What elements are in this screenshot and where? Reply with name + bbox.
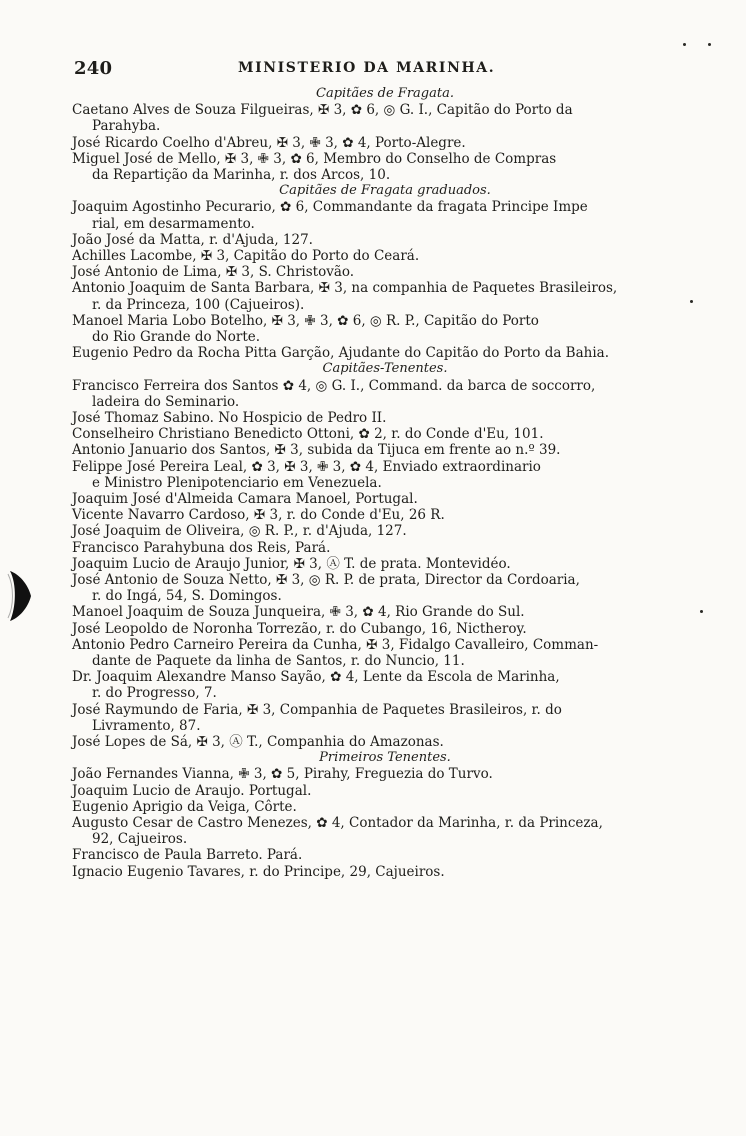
listing-entry: [72, 702, 698, 734]
listing-entry: [72, 280, 698, 312]
listing-entry: [72, 459, 698, 491]
entry-first-line: Joaquim Lucio de Araujo. Portugal.: [72, 782, 312, 799]
entry-first-line: Manoel Maria Lobo Botelho, ✠ 3, ✙ 3, ✿ 6, ◎ R. P., Capitão do Porto: [72, 312, 539, 329]
entry-first-line: José Ricardo Coelho d'Abreu, ✠ 3, ✙ 3, ✿ 4, Porto-Alegre.: [72, 134, 466, 151]
entry-first-line: José Antonio de Souza Netto, ✠ 3, ◎ R. P. de prata, Director da Cordoaria,: [72, 572, 580, 589]
listing-entry: [72, 442, 698, 458]
entry-continuation-line: da Repartição da Marinha, r. dos Arcos, 10.: [92, 167, 391, 183]
listing-entry: [72, 864, 698, 880]
entry-continuation-line: e Ministro Plenipotenciario em Venezuela.: [92, 474, 382, 491]
listing-entry: [72, 815, 698, 847]
entry-first-line: Joaquim José d'Almeida Camara Manoel, Portugal.: [72, 491, 418, 508]
entry-first-line: Antonio Januario dos Santos, ✠ 3, subida da Tijuca em frente ao n.º 39.: [72, 442, 561, 459]
listing-entry: [72, 491, 698, 507]
entry-continuation-line: Livramento, 87.: [92, 717, 201, 734]
listing-entry: [72, 151, 698, 183]
section-title: Capitães de Fragata graduados.: [279, 183, 491, 199]
listing-entry: [72, 540, 698, 556]
listing-entry: [72, 799, 698, 815]
page-number: 240: [74, 58, 113, 79]
entry-continuation-line: Parahyba.: [92, 118, 161, 135]
listing-entry: [72, 621, 698, 637]
entry-first-line: Augusto Cesar de Castro Menezes, ✿ 4, Contador da Marinha, r. da Princeza,: [72, 815, 603, 832]
entry-first-line: Dr. Joaquim Alexandre Manso Sayão, ✿ 4, Lente da Escola de Marinha,: [72, 669, 560, 686]
entry-first-line: José Thomaz Sabino. No Hospicio de Pedro II.: [72, 410, 387, 427]
entry-first-line: Joaquim Agostinho Pecurario, ✿ 6, Commandante da fragata Principe Impe: [72, 199, 588, 216]
listing-entry: [72, 264, 698, 280]
entry-first-line: Vicente Navarro Cardoso, ✠ 3, r. do Conde d'Eu, 26 R.: [72, 507, 445, 524]
entry-first-line: Caetano Alves de Souza Filgueiras, ✠ 3, ✿ 6, ◎ G. I., Capitão do Porto da: [72, 102, 573, 119]
entry-first-line: Felippe José Pereira Leal, ✿ 3, ✠ 3, ✙ 3, ✿ 4, Enviado extraordinario: [72, 458, 541, 475]
entry-first-line: Eugenio Aprigio da Veiga, Côrte.: [72, 798, 297, 815]
listing-entry: [72, 572, 698, 604]
entry-first-line: José Leopoldo de Noronha Torrezão, r. do Cubango, 16, Nictheroy.: [72, 620, 527, 637]
listing-entry: [72, 135, 698, 151]
listing-entry: [72, 766, 698, 782]
listing-entry: [72, 734, 698, 750]
listing-entry: [72, 313, 698, 345]
entry-first-line: Joaquim Lucio de Araujo Junior, ✠ 3, Ⓐ T. de prata. Montevidéo.: [72, 555, 511, 572]
listing-entry: [72, 199, 698, 231]
entry-first-line: Francisco de Paula Barreto. Pará.: [72, 847, 303, 864]
entry-first-line: João Fernandes Vianna, ✙ 3, ✿ 5, Pirahy, Freguezia do Turvo.: [72, 766, 493, 783]
entry-first-line: José Joaquim de Oliveira, ◎ R. P., r. d'Ajuda, 127.: [72, 523, 407, 540]
listing-entry: [72, 426, 698, 442]
entry-first-line: José Antonio de Lima, ✠ 3, S. Christovão.: [72, 264, 355, 281]
listing-entry: [72, 783, 698, 799]
entry-first-line: Antonio Joaquim de Santa Barbara, ✠ 3, na companhia de Paquetes Brasileiros,: [72, 280, 618, 297]
listing-entry: [72, 847, 698, 863]
entry-continuation-line: do Rio Grande do Norte.: [92, 329, 261, 346]
entry-first-line: Francisco Parahybuna dos Reis, Pará.: [72, 539, 331, 556]
print-speck: [700, 610, 703, 613]
entry-first-line: Miguel José de Mello, ✠ 3, ✙ 3, ✿ 6, Membro do Conselho de Compras: [72, 150, 557, 167]
entry-first-line: Francisco Ferreira dos Santos ✿ 4, ◎ G. I., Command. da barca de soccorro,: [72, 377, 596, 394]
print-speck: [683, 43, 686, 46]
listing-entry: [72, 410, 698, 426]
listing-entry: [72, 248, 698, 264]
entry-first-line: Achilles Lacombe, ✠ 3, Capitão do Porto do Ceará.: [72, 248, 420, 264]
section-title: Capitães de Fragata.: [316, 86, 454, 101]
listing-entry: [72, 637, 698, 669]
running-title: MINISTERIO DA MARINHA.: [238, 60, 496, 76]
listing-entry: [72, 102, 698, 134]
entry-first-line: Antonio Pedro Carneiro Pereira da Cunha, ✠ 3, Fidalgo Cavalleiro, Comman-: [72, 636, 599, 653]
listing-entry: [72, 345, 698, 361]
entry-continuation-line: r. do Progresso, 7.: [92, 685, 217, 702]
binding-edge-ink-mark: [6, 566, 36, 626]
section-title: Capitães-Tenentes.: [322, 361, 448, 377]
listing-entry: [72, 378, 698, 410]
listing-entry: [72, 556, 698, 572]
section-title: Primeiros Tenentes.: [319, 750, 451, 766]
entry-first-line: João José da Matta, r. d'Ajuda, 127.: [72, 231, 313, 248]
listing-entry: [72, 523, 698, 539]
entry-continuation-line: rial, em desarmamento.: [92, 215, 255, 232]
listing-entry: [72, 507, 698, 523]
listing-entry: [72, 232, 698, 248]
entry-first-line: José Lopes de Sá, ✠ 3, Ⓐ T., Companhia do Amazonas.: [72, 734, 444, 751]
listing-entry: [72, 604, 698, 620]
entry-continuation-line: r. da Princeza, 100 (Cajueiros).: [92, 296, 305, 313]
entry-first-line: Manoel Joaquim de Souza Junqueira, ✙ 3, ✿ 4, Rio Grande do Sul.: [72, 604, 525, 621]
print-speck: [708, 43, 711, 46]
entry-continuation-line: ladeira do Seminario.: [92, 393, 240, 410]
entry-first-line: Conselheiro Christiano Benedicto Ottoni, ✿ 2, r. do Conde d'Eu, 101.: [72, 426, 544, 443]
entry-continuation-line: r. do Ingá, 54, S. Domingos.: [92, 588, 282, 605]
entry-first-line: Eugenio Pedro da Rocha Pitta Garção, Ajudante do Capitão do Porto da Bahia.: [72, 345, 609, 362]
ministry-listing: [72, 86, 698, 880]
entry-continuation-line: 92, Cajueiros.: [92, 831, 188, 848]
entry-first-line: Ignacio Eugenio Tavares, r. do Principe, 29, Cajueiros.: [72, 863, 445, 880]
listing-entry: [72, 669, 698, 701]
entry-continuation-line: dante de Paquete da linha de Santos, r. do Nuncio, 11.: [92, 653, 465, 670]
entry-first-line: José Raymundo de Faria, ✠ 3, Companhia de Paquetes Brasileiros, r. do: [72, 701, 562, 718]
